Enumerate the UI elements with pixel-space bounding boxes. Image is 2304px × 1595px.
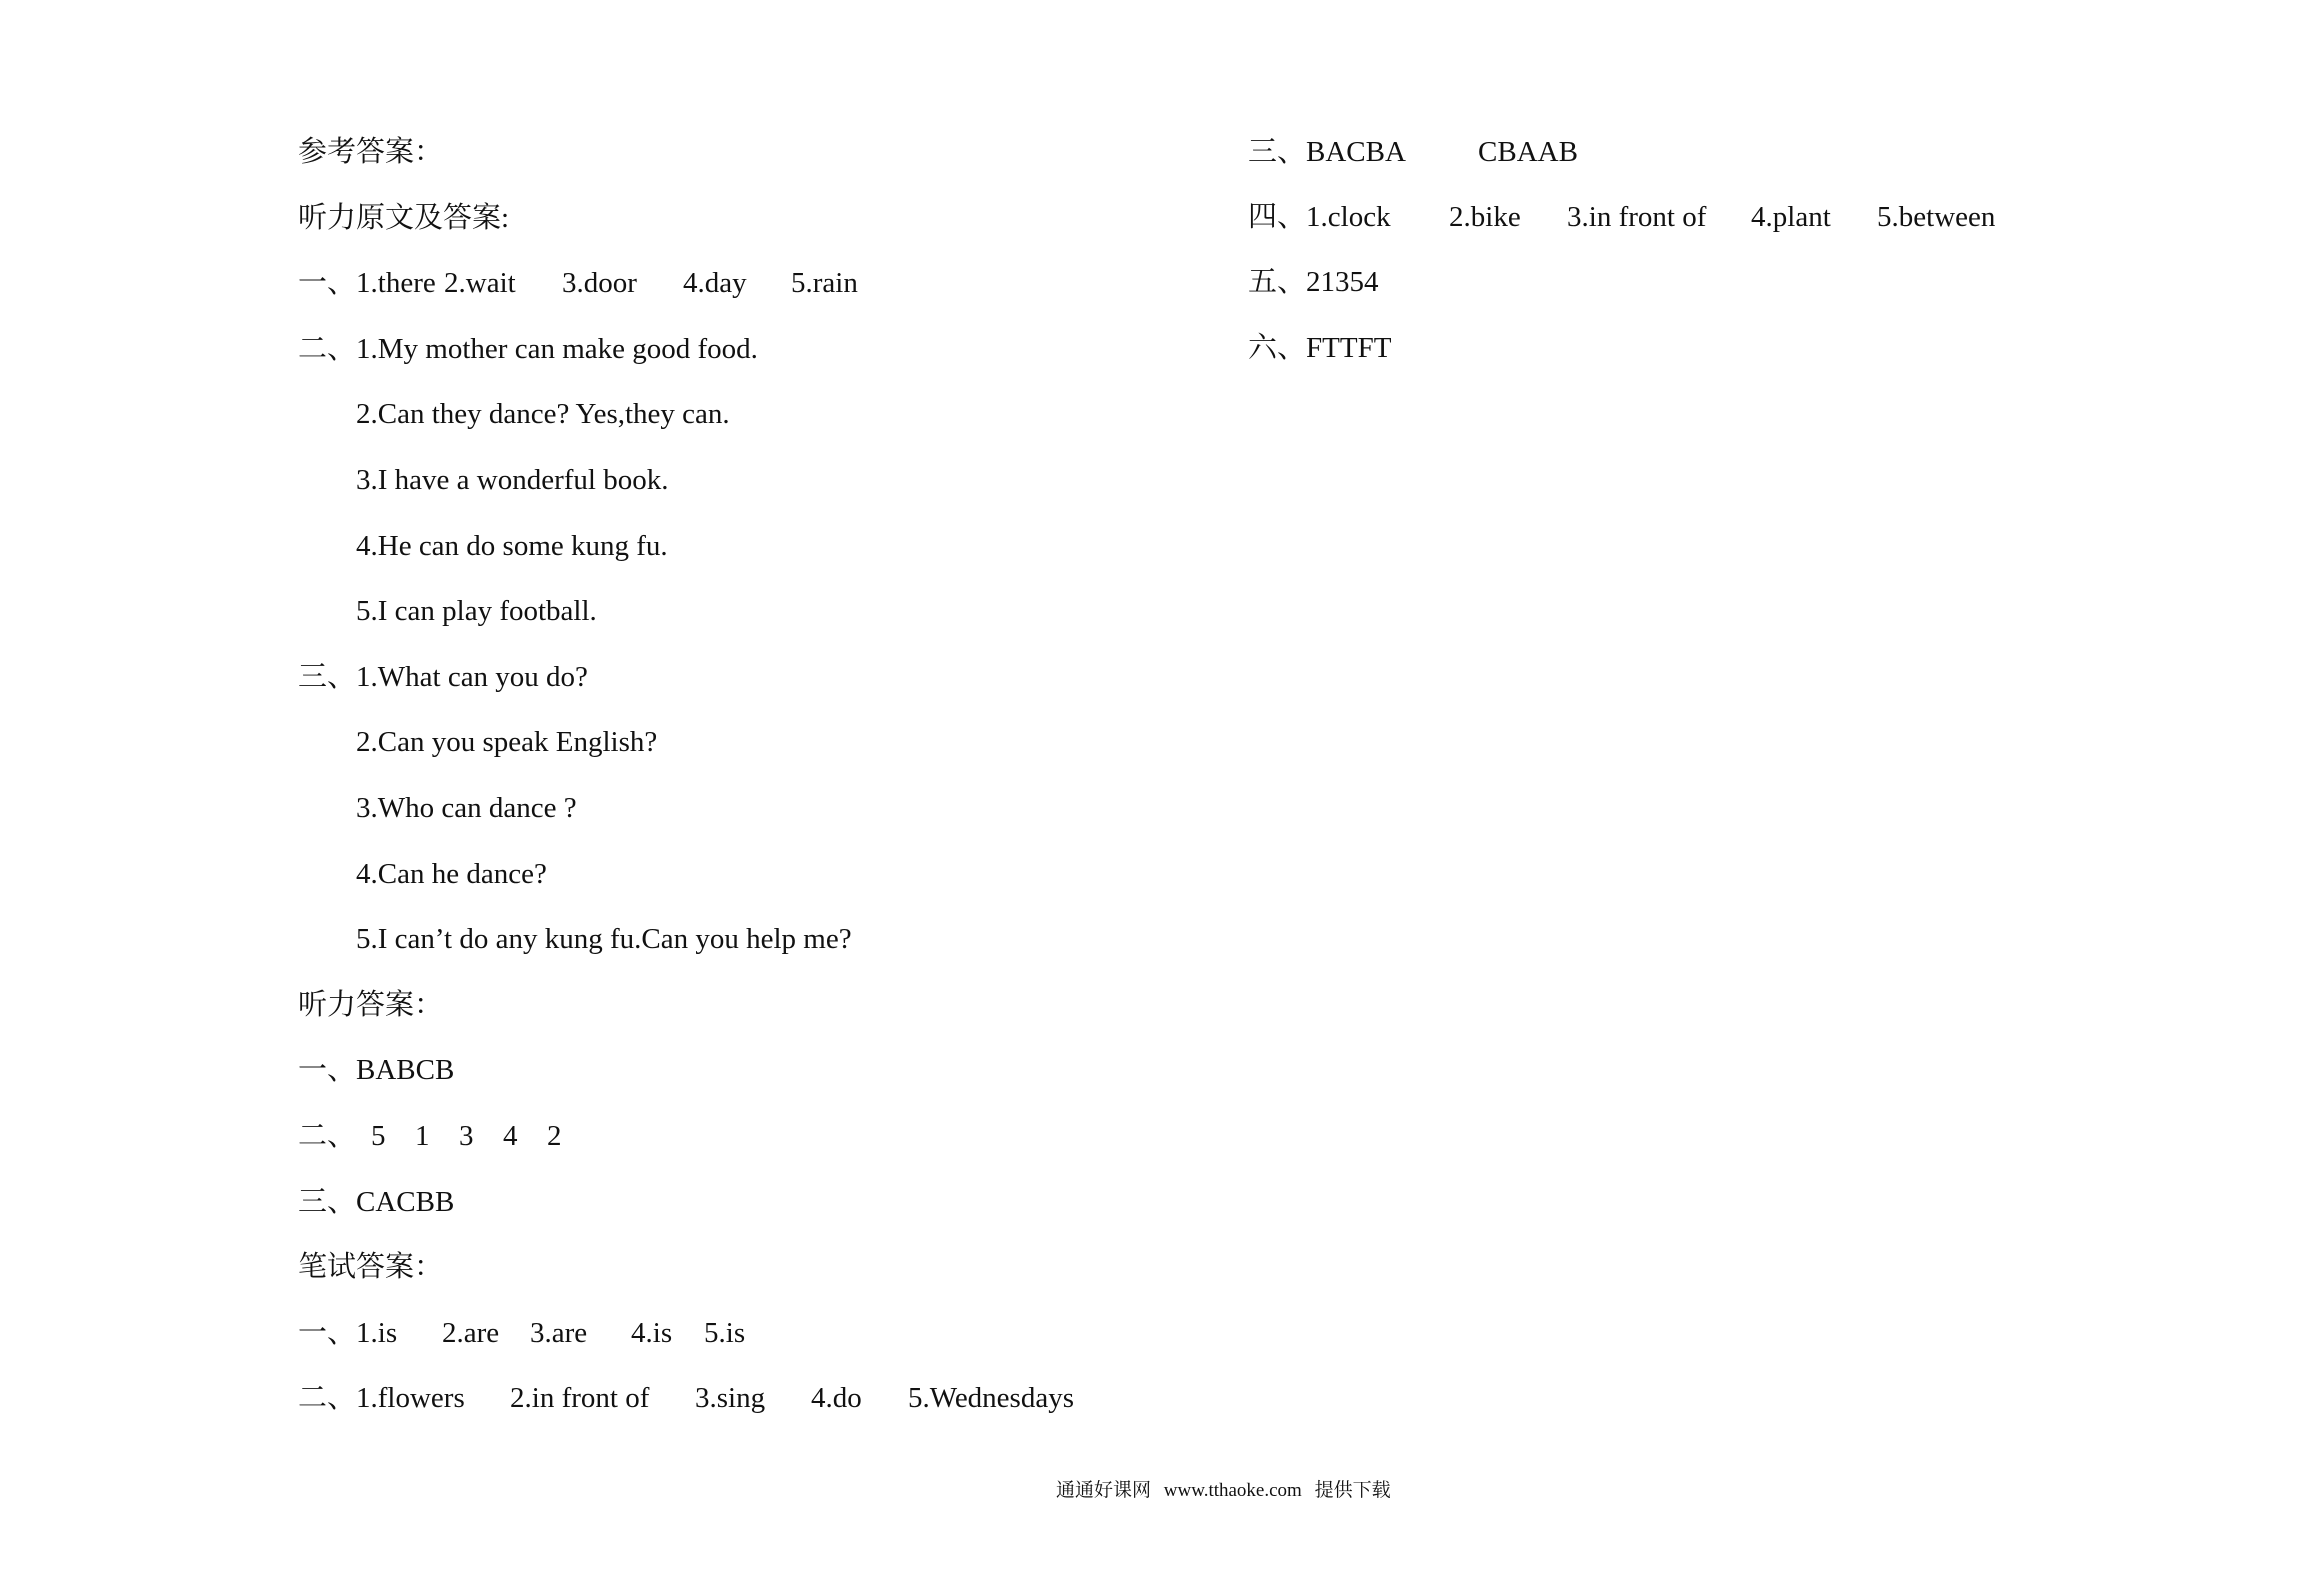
answer-item: 4.day	[683, 267, 747, 300]
answer-item: 5.Wednesdays	[908, 1382, 1075, 1415]
answer-item: 2.in front of	[510, 1382, 650, 1415]
section-number: 三、	[298, 1185, 357, 1218]
answer-value: BABCB	[356, 1054, 455, 1087]
script-sentence: 2.Can you speak English?	[356, 726, 658, 759]
script-sentence: 1.What can you do?	[356, 660, 588, 693]
written-answer-3	[1248, 120, 2148, 185]
listening-section-1	[298, 251, 1198, 317]
written-answer-6	[1248, 316, 2148, 381]
reference-answers-heading: 参考答案：	[298, 136, 444, 168]
listening-answer-2	[298, 1104, 1198, 1170]
answer-item: 5.between	[1877, 201, 1996, 234]
written-answers-heading: 笔试答案：	[298, 1251, 444, 1284]
answer-item: 3.door	[562, 267, 637, 300]
section-number: 四、	[1248, 201, 1307, 234]
section-number: 五、	[1248, 266, 1307, 299]
answer-item: 2	[547, 1119, 562, 1152]
section-number: 二、	[298, 332, 357, 365]
script-sentence: 2.Can they dance? Yes,they can.	[356, 398, 730, 431]
answer-item: 5	[371, 1119, 386, 1152]
script-sentence: 3.I have a wonderful book.	[356, 463, 669, 496]
section-number: 六、	[1248, 331, 1307, 364]
answer-value: 21354	[1306, 266, 1379, 299]
section-number: 一、	[298, 1054, 357, 1087]
answer-item: 1.there	[356, 267, 436, 300]
section-number: 一、	[298, 1316, 357, 1349]
listening-answer-3	[298, 1170, 1198, 1236]
answer-item: CBAAB	[1478, 136, 1578, 168]
page-footer	[1056, 1478, 1391, 1504]
answer-item: 4.plant	[1751, 201, 1831, 234]
answer-item: 3.are	[530, 1316, 588, 1349]
footer-site-name: 通通好课网	[1056, 1480, 1152, 1501]
section-number: 一、	[298, 267, 357, 300]
answer-item: 3.in front of	[1567, 201, 1707, 234]
answer-item: 4.is	[631, 1316, 673, 1349]
footer-suffix: 提供下载	[1314, 1480, 1391, 1501]
written-answer-2	[298, 1366, 1198, 1432]
answer-item: 4	[503, 1119, 518, 1152]
listening-answer-1	[298, 1038, 1198, 1104]
answer-value: CACBB	[356, 1185, 455, 1218]
answer-item: 2.bike	[1449, 201, 1521, 234]
answer-item: 5.is	[704, 1316, 746, 1349]
answer-item: 3.sing	[695, 1382, 766, 1415]
section-number: 二、	[298, 1119, 357, 1152]
answer-item: 1	[415, 1119, 430, 1152]
script-sentence: 3.Who can dance ?	[356, 791, 577, 824]
script-sentence: 4.Can he dance?	[356, 857, 547, 890]
answer-item: 1.flowers	[356, 1382, 465, 1415]
written-answer-4	[1248, 185, 2148, 250]
listening-script-heading: 听力原文及答案:	[298, 201, 510, 234]
answer-item: 1.is	[356, 1316, 398, 1349]
script-sentence: 1.My mother can make good food.	[356, 332, 758, 365]
answer-item: 3	[459, 1119, 474, 1152]
script-sentence: 5.I can’t do any kung fu.Can you help me?	[356, 923, 852, 956]
left-column	[298, 120, 1198, 1432]
answer-item: 2.wait	[444, 267, 516, 300]
written-answer-5	[1248, 250, 2148, 315]
script-sentence: 4.He can do some kung fu.	[356, 529, 668, 562]
footer-url[interactable]: www.tthaoke.com	[1163, 1480, 1302, 1501]
listening-section-3-line	[298, 645, 1198, 711]
section-number: 三、	[298, 660, 357, 693]
answer-value: FTTFT	[1306, 331, 1392, 364]
section-number: 二、	[298, 1382, 357, 1415]
listening-answers-heading: 听力答案：	[298, 988, 444, 1021]
answer-item: 5.rain	[791, 267, 858, 300]
listening-section-2-line	[298, 317, 1198, 383]
answer-item: BACBA	[1306, 136, 1406, 168]
section-number: 三、	[1248, 136, 1307, 168]
right-column	[1248, 120, 2148, 381]
answer-item: 4.do	[811, 1382, 862, 1415]
answer-item: 2.are	[442, 1316, 500, 1349]
written-answer-1	[298, 1301, 1198, 1367]
answer-item: 1.clock	[1306, 201, 1391, 234]
script-sentence: 5.I can play football.	[356, 595, 597, 628]
